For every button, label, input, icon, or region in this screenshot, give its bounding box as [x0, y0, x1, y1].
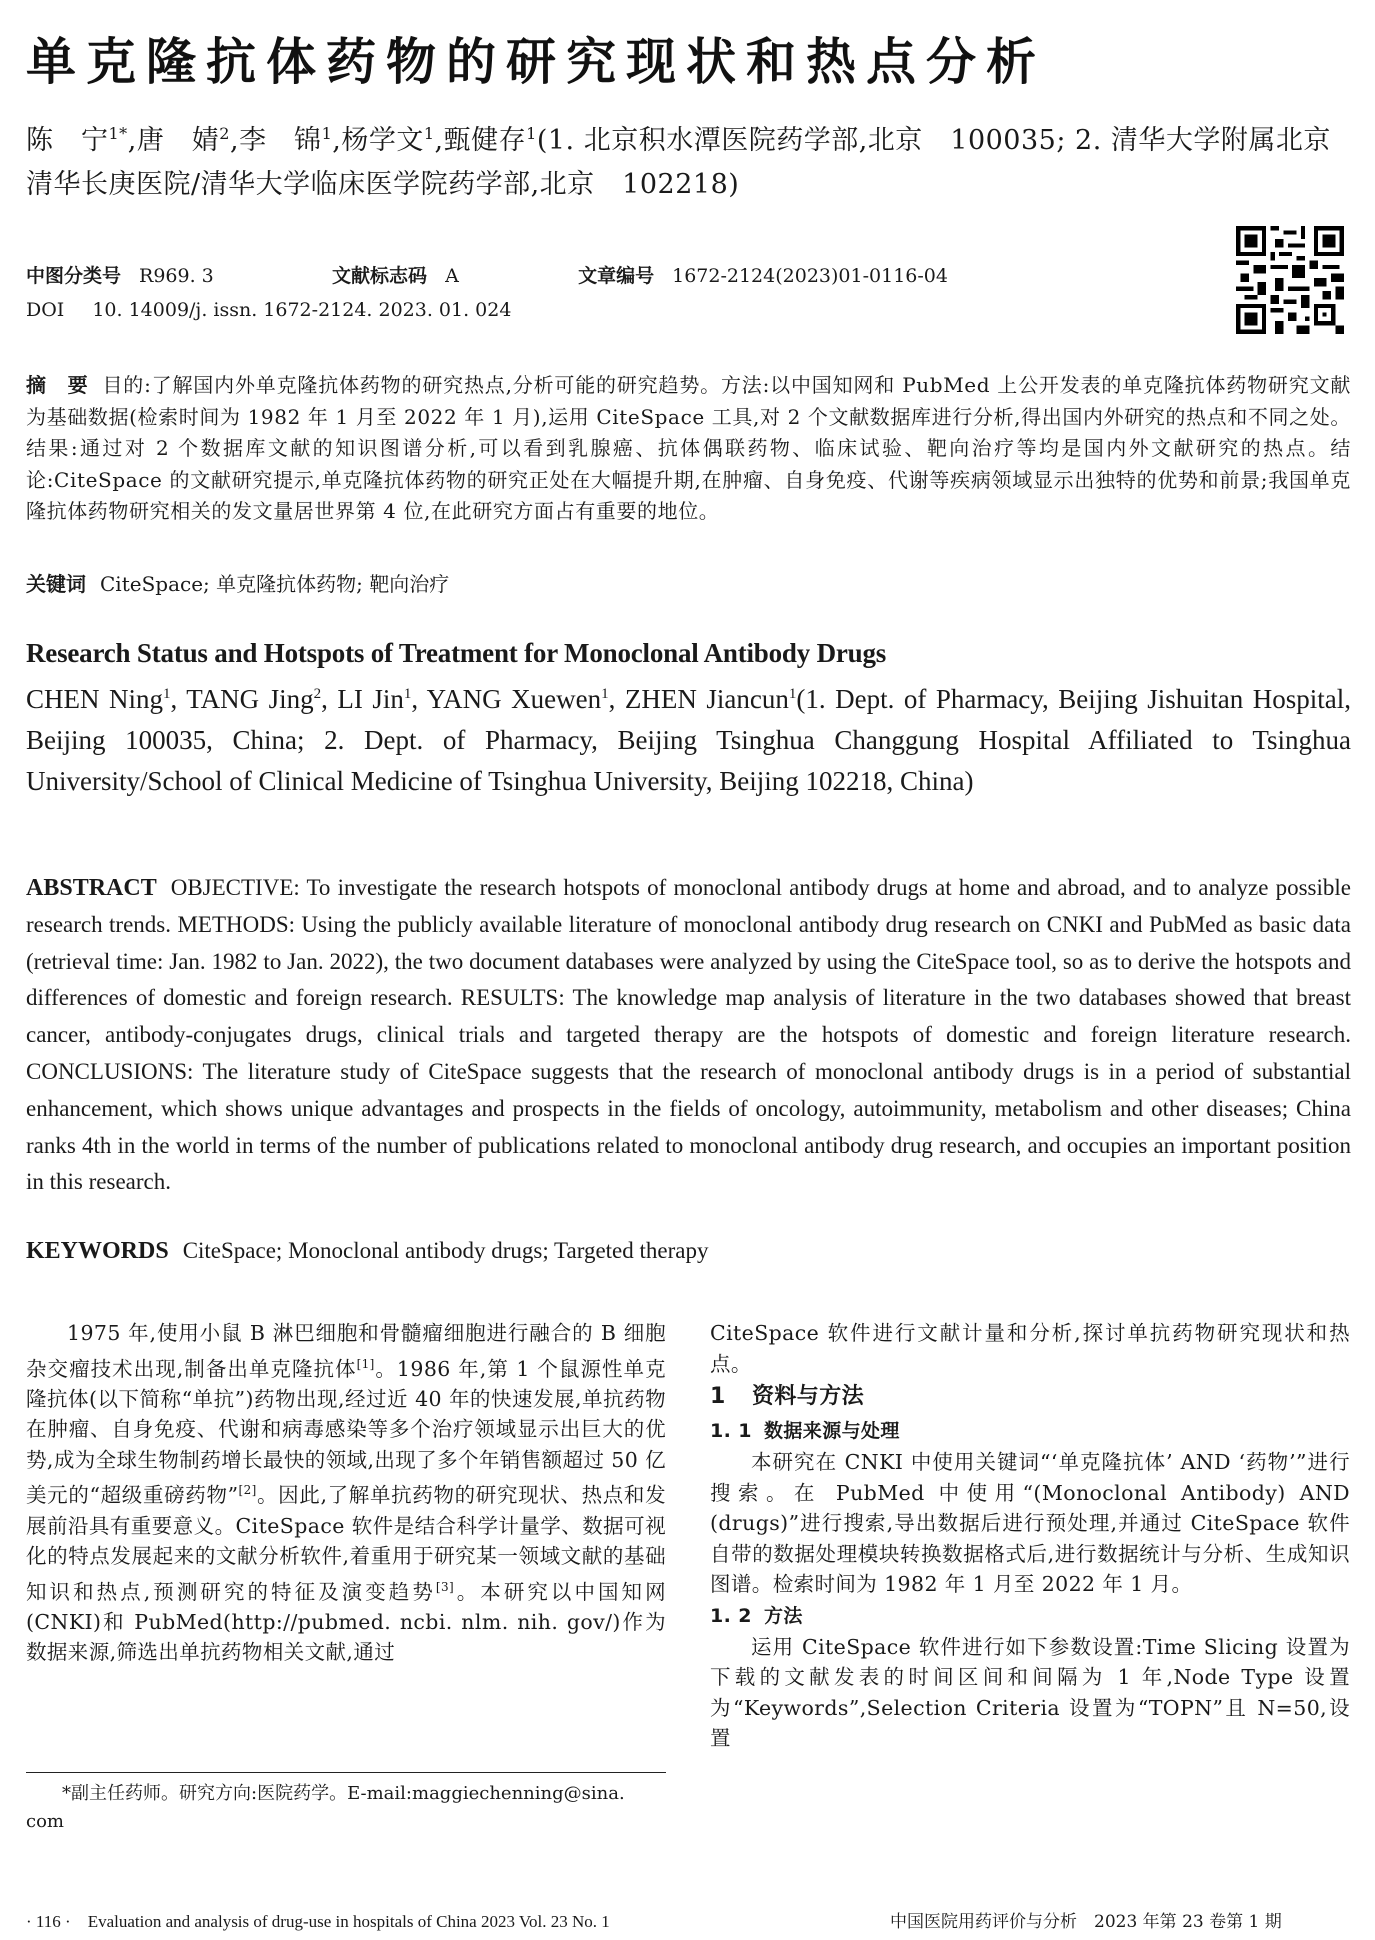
doi-value[interactable]: 10. 14009/j. issn. 1672-2124. 2023. 01. 024 [92, 299, 512, 321]
doi-line: DOI 10. 14009/j. issn. 1672-2124. 2023. 01. 024 [26, 299, 512, 321]
author-en: CHEN Ning$^1$ [26, 684, 171, 714]
affiliations-cn: (1. 北京积水潭医院药学部,北京 100035; 2. 清华大学附属北京清华长庚医院/清华大学临床医学院药学部,北京 102218) [26, 125, 1331, 200]
author-en: YANG Xuewen$^1$ [426, 684, 609, 714]
abstract-cn [26, 370, 1351, 528]
keywords-en [26, 1238, 708, 1265]
author-cn: 李 锦$^1$ [239, 124, 333, 156]
citation-ref[interactable]: [2] [238, 1483, 257, 1498]
keywords-en-label: KEYWORDS [26, 1238, 169, 1264]
author-cn: 唐 婧$^2$ [136, 124, 230, 156]
section-1-2-text: 运用 CiteSpace 软件进行如下参数设置:Time Slicing 设置为下载的文献发表的时间区间和间隔为 1 年,Node Type 设置为“Keywords”,Selection Criteria 设置为“TOPN”且 N=50,设置 [710, 1634, 1350, 1750]
body-column-left [26, 1318, 666, 1668]
section-heading-1-2: 1. 2 方法 [710, 1604, 803, 1627]
abstract-cn-text: 目的:了解国内外单克隆抗体药物的研究热点,分析可能的研究趋势。方法:以中国知网和 PubMed 上公开发表的单克隆抗体药物研究文献为基础数据(检索时间为 1982 年 1 月至 2022 年 1 月),运用 CiteSpace 工具,对 2 个文献数据库进行分析,得出国内外研究的热点和不同之处。结果:通过对 2 个数据库文献的知识图谱分析,可以看到乳腺癌、抗体偶联药物、临床试验、靶向治疗等均是国内外文献研究的热点。结论:CiteSpace 的文献研究提示,单克隆抗体药物的研究正处在大幅提升期,在肿瘤、自身免疫、代谢等疾病领域显示出独特的优势和前景;我国单克隆抗体药物研究相关的发文量居世界第 4 位,在此研究方面占有重要的地位。 [26, 373, 1351, 523]
authors-en: CHEN Ning$^1$, TANG Jing$^2$, LI Jin$^1$, YANG Xuewen$^1$, ZHEN Jiancun$^1$(1. Dept. of Pharmacy, Beijing Jishuitan Hospital, Beijing 100035, China; 2. Dept. of Pharmacy, Beijing Tsinghua Changgung Hospital Affiliated to Tsinghua University/School of Clinical Medicine of Tsinghua University, Beijing 102218, China) [26, 684, 1352, 796]
author-en: TANG Jing$^2$ [186, 684, 322, 714]
author-en: ZHEN Jiancun$^1$ [624, 684, 797, 714]
author-cn: 杨学文$^1$ [341, 124, 435, 156]
citation-ref[interactable]: [1] [356, 1356, 375, 1371]
article-number: 文章编号 1672-2124(2023)01-0116-04 [578, 265, 948, 287]
abstract-cn-label: 摘 要 [26, 373, 89, 397]
section-heading-1-1: 1. 1 数据来源与处理 [710, 1420, 900, 1442]
classification-line [26, 261, 948, 288]
section-1-1-text: 本研究在 CNKI 中使用关键词“‘单克隆抗体’ AND ‘药物’”进行搜索。在 PubMed 中使用“(Monoclonal Antibody) AND (drugs)”进行搜索,导出数据后进行预处理,并通过 CiteSpace 软件自带的数据处理模块转换数据格式后,进行数据统计与分析、生成知识图谱。检索时间为 1982 年 1 月至 2022 年 1 月。 [710, 1450, 1350, 1596]
footnote: *副主任药师。研究方向:医院药学。E-mail:maggiechenning@sina. com [26, 1783, 625, 1832]
article-title-en: Research Status and Hotspots of Treatment for Monoclonal Antibody Drugs [26, 638, 887, 668]
keywords-cn [26, 568, 449, 597]
author-cn: 甄健存$^1$ [443, 124, 537, 156]
qr-code-icon[interactable] [1236, 226, 1344, 334]
keywords-en-text: CiteSpace; Monoclonal antibody drugs; Targeted therapy [182, 1238, 709, 1263]
intro-continuation: CiteSpace 软件进行文献计量和分析,探讨单抗药物研究现状和热点。 [710, 1321, 1350, 1376]
article-title-cn: 单克隆抗体药物的研究现状和热点分析 [26, 33, 1046, 91]
abstract-en [26, 870, 1351, 1201]
abstract-en-label: ABSTRACT [26, 875, 157, 901]
keywords-cn-text: CiteSpace; 单克隆抗体药物; 靶向治疗 [100, 572, 450, 596]
clc-number: 中图分类号 R969. 3 [26, 265, 214, 287]
affiliations-en: (1. Dept. of Pharmacy, Beijing Jishuitan Hospital, Beijing 100035, China; 2. Dept. of Pharmacy, Beijing Tsinghua Changgung Hospital Affiliated to Tsinghua University/School of Clinical Medicine of Tsinghua University, Beijing 102218, China) [26, 684, 1352, 796]
intro-paragraph: 1975 年,使用小鼠 B 淋巴细胞和骨髓瘤细胞进行融合的 B 细胞杂交瘤技术出现,制备出单克隆抗体[1]。1986 年,第 1 个鼠源性单克隆抗体(以下简称“单抗”)药物出现,经过近 40 年的快速发展,单抗药物在肿瘤、自身免疫、代谢和病毒感染等多个治疗领域显示出巨大的优势,成为全球生物制药增长最快的领域,出现了多个年销售额超过 50 亿美元的“超级重磅药物”[2]。因此,了解单抗药物的研究现状、热点和发展前沿具有重要意义。CiteSpace 软件是结合科学计量学、数据可视化的特点发展起来的文献分析软件,着重用于研究某一领域文献的基础知识和热点,预测研究的特征及演变趋势[3]。本研究以中国知网(CNKI)和 PubMed(http://pubmed. ncbi. nlm. nih. gov/)作为数据来源,筛选出单抗药物相关文献,通过 [26, 1321, 667, 1665]
keywords-cn-label: 关键词 [26, 572, 86, 596]
footnote-divider [26, 1772, 666, 1773]
author-cn: 陈 宁$^{1*}$ [26, 124, 128, 156]
abstract-en-text: OBJECTIVE: To investigate the research hotspots of monoclonal antibody drugs at home and abroad, and to analyze possible research trends. METHODS: Using the publicly available literature of monoclonal antibody drug research on CNKI and PubMed as basic data (retrieval time: Jan. 1982 to Jan. 2022), the two document databases were analyzed by using the CiteSpace tool, so as to derive the hotspots and differences of domestic and foreign research. RESULTS: The knowledge map analysis of literature in the two databases showed that breast cancer, antibody-conjugates drugs, clinical trials and targeted therapy are the hotspots of domestic and foreign literature research. CONCLUSIONS: The literature study of CiteSpace suggests that the research of monoclonal antibody drugs is in a period of substantial enhancement, which shows unique advantages and prospects in the fields of oncology, autoimmunity, metabolism and other diseases; China ranks 4th in the world in terms of the number of publications related to monoclonal antibody drug research, and occupies an important position in this research. [26, 875, 1351, 1195]
section-heading-1: 1 资料与方法 [710, 1384, 865, 1409]
author-en: LI Jin$^1$ [337, 684, 412, 714]
citation-ref[interactable]: [3] [435, 1579, 455, 1594]
page-footer-left: · 116 · Evaluation and analysis of drug-use in hospitals of China 2023 Vol. 23 No. 1 [26, 1912, 610, 1931]
authors-cn: 陈 宁$^{1*}$,唐 婧$^2$,李 锦$^1$,杨学文$^1$,甄健存$^1$(1. 北京积水潭医院药学部,北京 100035; 2. 清华大学附属北京清华长庚医院/清华大学临床医学院药学部,北京 102218) [26, 124, 1331, 200]
body-column-right [710, 1318, 1350, 1754]
page-footer-right: 中国医院用药评价与分析 2023 年第 23 卷第 1 期 [890, 1912, 1282, 1932]
doc-code: 文献标志码 A [332, 265, 459, 287]
